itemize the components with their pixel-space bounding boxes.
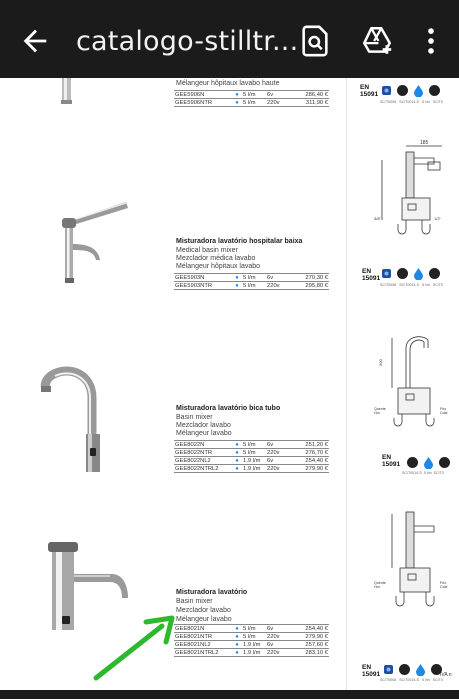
water-drop-icon <box>412 267 425 280</box>
price-table <box>174 624 329 657</box>
table-row: GEE5903NTR ● 5 l/m 220v 295,80 € <box>175 282 328 289</box>
water-drop-icon: ● <box>232 99 242 107</box>
product-subtitle: Mezclador lavabo <box>176 422 231 429</box>
power-icon <box>396 84 409 97</box>
product-code: GEE8021NTRL2 <box>174 649 232 657</box>
icon-labels: SC/T0008 SC/T0014-S 5 l/m SC/T0 <box>380 283 443 287</box>
power-icon <box>406 456 419 469</box>
table-row: GEE8022NTRL2 ● 1,9 l/m 220v 279,90 € <box>175 465 328 472</box>
water-drop-icon: ● <box>232 457 242 465</box>
water-drop-icon: ● <box>232 625 242 633</box>
product-code: GEE8022NTRL2 <box>174 465 232 473</box>
price-table <box>174 90 329 107</box>
price: 283,10 € <box>290 649 329 657</box>
water-drop-icon: ● <box>232 91 242 99</box>
price-table <box>174 440 329 473</box>
price: 276,70 € <box>290 449 329 457</box>
water-drop-icon: ● <box>232 641 242 649</box>
table-row: GEE8022NL2 ● 1,9 l/m 6v 254,40 € <box>175 457 328 464</box>
price: 270,30 € <box>290 274 329 282</box>
water-drop-icon <box>422 456 435 469</box>
icon-labels: SC/T0008 SC/T0014-S 5 l/m SC/T0 <box>380 678 443 682</box>
cold-label: Frio Cold <box>440 407 448 415</box>
table-row: GEE5906NTR ● 5 l/m 220v 311,90 € <box>175 99 328 106</box>
product-code: GEE8021NTR <box>174 633 232 641</box>
more-vert-icon[interactable] <box>414 24 448 58</box>
water-drop-icon <box>414 663 427 676</box>
green-arrow-annotation <box>88 612 180 686</box>
price: 295,80 € <box>290 282 329 290</box>
en-standard-label: EN 15091 <box>382 454 401 468</box>
product-subtitle: Basin mixer <box>176 414 213 421</box>
bottom-bar <box>0 690 459 699</box>
faucet-image <box>52 78 82 106</box>
power-icon <box>398 663 411 676</box>
column-divider <box>346 78 347 690</box>
product-title: Misturadora lavatório <box>176 589 248 596</box>
price-table <box>174 273 329 290</box>
technical-diagram <box>372 318 459 438</box>
faucet-image <box>40 358 130 474</box>
table-row: GEE5906N ● 5 l/m 6v 286,40 € <box>175 91 328 98</box>
technical-diagram <box>372 508 459 620</box>
product-subtitle: Basin mixer <box>176 598 213 605</box>
price: 286,40 € <box>290 91 329 99</box>
hot-label: Quente Hot <box>374 407 386 415</box>
table-row: GEE8022N ● 5 l/m 6v 251,20 € <box>175 441 328 448</box>
product-title: Misturadora lavatório hospitalar baixa <box>176 238 303 245</box>
faucet-image <box>26 198 136 290</box>
arrow-left-icon[interactable] <box>18 24 52 58</box>
product-subtitle: Mélangeur hôpitaux lavabo haute <box>176 80 280 87</box>
price: 254,40 € <box>290 625 329 633</box>
water-drop-icon: ● <box>232 633 242 641</box>
table-row: GEE8021NL2 ● 1,9 l/m 6v 257,60 € <box>175 641 328 648</box>
feature-icons <box>380 84 459 98</box>
icon-labels: SC/T0008 SC/T0014-S 5 l/m SC/T0 <box>380 100 443 104</box>
sensor-battery-icon <box>380 267 393 280</box>
pdf-page[interactable] <box>0 78 459 690</box>
product-code: GEE5906NTR <box>174 99 232 107</box>
power-icon <box>438 456 451 469</box>
sensor-battery-icon <box>380 84 393 97</box>
water-drop-icon: ● <box>232 282 242 290</box>
product-subtitle: Mezclador médica lavabo <box>176 255 256 262</box>
product-subtitle: Mezclador lavabo <box>176 607 231 614</box>
water-drop-icon: ● <box>232 649 242 657</box>
document-title: catalogo-stilltr... <box>76 26 299 57</box>
technical-diagram <box>372 140 459 244</box>
water-drop-icon: ● <box>232 274 242 282</box>
en-standard-label: EN 15091 <box>362 268 381 282</box>
table-row: GEE8022NTR ● 5 l/m 220v 276,70 € <box>175 449 328 456</box>
drive-add-icon[interactable] <box>360 24 394 58</box>
hot-label: Quente Hot <box>374 581 386 589</box>
product-title: Misturadora lavatório bica tubo <box>176 405 281 412</box>
product-subtitle: Mélangeur hôpitaux lavabo <box>176 263 261 270</box>
water-drop-icon: ● <box>232 449 242 457</box>
table-row: GEE8021NTR ● 5 l/m 220v 279,90 € <box>175 633 328 640</box>
svg-text:3/8": 3/8" <box>374 216 381 221</box>
price: 279,90 € <box>290 633 329 641</box>
product-subtitle: Mélangeur lavabo <box>176 430 232 437</box>
svg-text:1/2": 1/2" <box>434 216 441 221</box>
product-code: GEE5906N <box>174 91 232 99</box>
product-code: GEE8022NTR <box>174 449 232 457</box>
feature-icons <box>406 456 459 470</box>
footer-note: IVA n <box>440 672 452 678</box>
price: 279,90 € <box>290 465 329 473</box>
table-row: GEE8021N ● 5 l/m 6v 254,40 € <box>175 625 328 632</box>
product-subtitle: Mélangeur lavabo <box>176 616 232 623</box>
en-standard-label: EN 15091 <box>362 664 381 678</box>
table-row: GEE5903N ● 5 l/m 6v 270,30 € <box>175 274 328 281</box>
cold-label: Frio Cold <box>440 581 448 589</box>
sensor-battery-icon <box>382 663 395 676</box>
svg-text:185: 185 <box>420 140 429 146</box>
product-code: GEE8021NL2 <box>174 641 232 649</box>
water-drop-icon: ● <box>232 465 242 473</box>
search-document-icon[interactable] <box>298 24 332 58</box>
product-code: GEE8022N <box>174 441 232 449</box>
feature-icons <box>380 267 459 281</box>
app-bar <box>0 0 459 78</box>
product-subtitle: Medical basin mixer <box>176 247 238 254</box>
price: 257,60 € <box>290 641 329 649</box>
water-drop-icon <box>412 84 425 97</box>
price: 311,90 € <box>290 99 329 107</box>
product-code: GEE5903NTR <box>174 282 232 290</box>
water-drop-icon: ● <box>232 441 242 449</box>
table-row: GEE8021NTRL2 ● 1,9 l/m 220v 283,10 € <box>175 649 328 656</box>
power-icon <box>396 267 409 280</box>
power-icon <box>428 267 441 280</box>
icon-labels: SC/T0014-S 5 l/m SC/T0 <box>402 471 444 475</box>
svg-text:200: 200 <box>378 359 383 366</box>
product-code: GEE5903N <box>174 274 232 282</box>
en-standard-label: EN 15091 <box>360 84 379 98</box>
price: 254,40 € <box>290 457 329 465</box>
product-code: GEE8022NL2 <box>174 457 232 465</box>
price: 251,20 € <box>290 441 329 449</box>
product-code: GEE8021N <box>174 625 232 633</box>
power-icon <box>428 84 441 97</box>
